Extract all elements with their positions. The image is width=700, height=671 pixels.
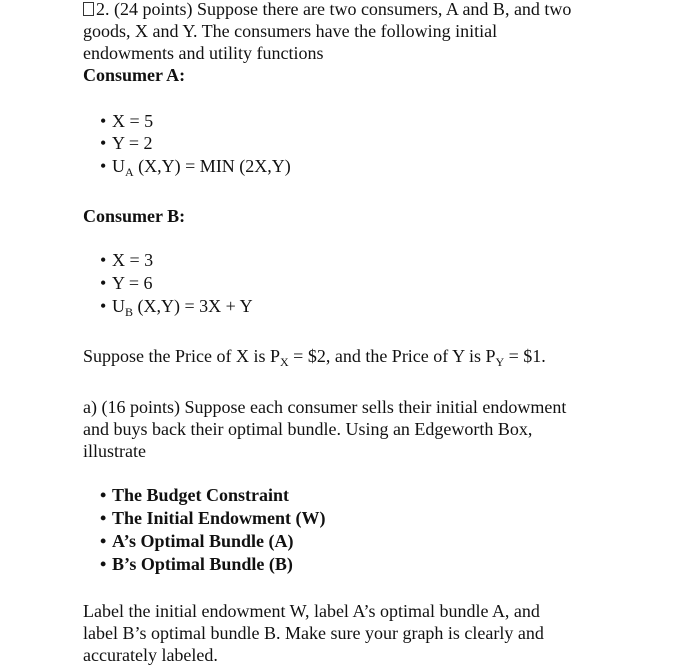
consumer-a-x-text: X = 5 xyxy=(112,111,154,131)
intro-line-2: goods, X and Y. The consumers have the following initial xyxy=(83,21,498,41)
bullet-icon: • xyxy=(100,554,107,574)
bullet-icon: • xyxy=(100,250,107,270)
part-a-line-2: and buys back their optimal bundle. Using an Edgeworth Box, xyxy=(83,419,533,439)
bullet-icon: • xyxy=(100,111,107,131)
checkbox-glyph-icon xyxy=(83,2,94,16)
consumer-a-heading: Consumer A: xyxy=(83,65,186,85)
consumer-a-x-item xyxy=(100,110,153,132)
part-a-line-3: illustrate xyxy=(83,441,146,461)
price-text-2: = $2, and the Price of Y is P xyxy=(288,346,496,366)
part-a-line-1: a) (16 points) Suppose each consumer sells their initial endowment xyxy=(83,397,567,417)
utility-symbol: U xyxy=(112,156,125,176)
list-item-text: The Initial Endowment (W) xyxy=(112,508,326,528)
utility-symbol: U xyxy=(112,296,125,316)
bullet-icon: • xyxy=(100,273,107,293)
list-item-text: B’s Optimal Bundle (B) xyxy=(112,554,293,574)
price-y-subscript: Y xyxy=(495,355,505,369)
list-item-text: The Budget Constraint xyxy=(112,485,290,505)
closing-line-1: Label the initial endowment W, label A’s optimal bundle A, and xyxy=(83,601,540,621)
price-text-1: Suppose the Price of X is P xyxy=(83,346,280,366)
list-item-text: A’s Optimal Bundle (A) xyxy=(112,531,294,551)
consumer-b-y-text: Y = 6 xyxy=(112,273,153,293)
question-header-text: 2. (24 points) Suppose there are two consumers, A and B, and two xyxy=(96,0,572,19)
bullet-icon: • xyxy=(100,508,107,528)
question-header xyxy=(83,0,571,20)
part-a-list-item xyxy=(100,530,294,552)
part-a-list-item xyxy=(100,553,293,575)
consumer-b-x-text: X = 3 xyxy=(112,250,154,270)
utility-subscript: B xyxy=(125,305,134,319)
part-a-list-item xyxy=(100,484,289,506)
consumer-b-utility-text: (X,Y) = 3X + Y xyxy=(133,296,253,316)
consumer-a-utility-item xyxy=(100,155,291,177)
closing-line-3: accurately labeled. xyxy=(83,645,218,665)
bullet-icon: • xyxy=(100,156,107,176)
part-a-list-item xyxy=(100,507,326,529)
consumer-b-utility-item xyxy=(100,295,253,317)
closing-line-2: label B’s optimal bundle B. Make sure your graph is clearly and xyxy=(83,623,544,643)
consumer-a-y-item xyxy=(100,132,152,154)
intro-line-3: endowments and utility functions xyxy=(83,43,324,63)
consumer-a-utility-text: (X,Y) = MIN (2X,Y) xyxy=(133,156,291,176)
price-text-3: = $1. xyxy=(504,346,546,366)
consumer-a-y-text: Y = 2 xyxy=(112,133,153,153)
bullet-icon: • xyxy=(100,296,107,316)
utility-subscript: A xyxy=(125,165,134,179)
consumer-b-x-item xyxy=(100,249,153,271)
price-x-subscript: X xyxy=(280,355,289,369)
bullet-icon: • xyxy=(100,531,107,551)
bullet-icon: • xyxy=(100,133,107,153)
consumer-b-heading: Consumer B: xyxy=(83,206,186,226)
bullet-icon: • xyxy=(100,485,107,505)
consumer-b-y-item xyxy=(100,272,152,294)
price-statement xyxy=(83,345,546,367)
